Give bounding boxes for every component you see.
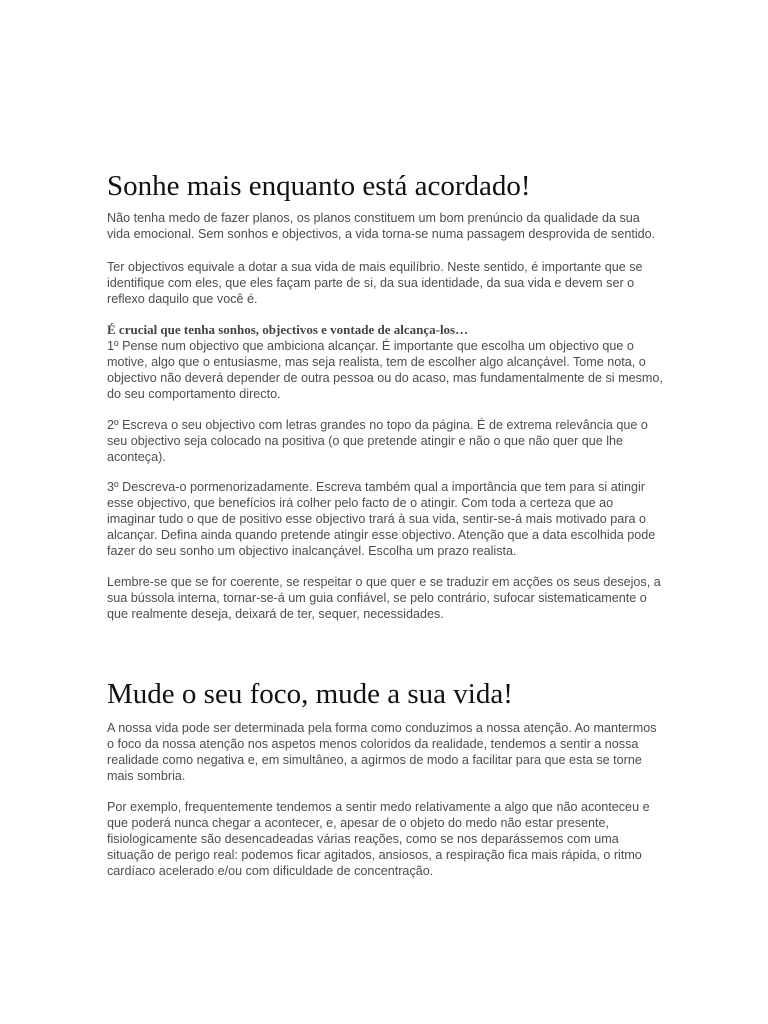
- text-line: objectivo não deverá depender de outra pessoa ou do acaso, mas fundamentalmente de si mesmo,: [107, 371, 663, 385]
- paragraph-fear-example: [107, 799, 650, 879]
- text-line: cardíaco acelerado e/ou com dificuldade de concentração.: [107, 864, 434, 878]
- text-line: sua bússola interna, tornar-se-á um guia confiável, se pelo contrário, sufocar sistematicamente o: [107, 591, 647, 605]
- text-line: vida emocional. Sem sonhos e objectivos, a vida torna-se numa passagem desprovida de sentido.: [107, 227, 656, 241]
- paragraph-attention: [107, 720, 657, 784]
- text-line: imaginar tudo o que de positivo esse objectivo trará à sua vida, sentir-se-á mais motivado para o: [107, 512, 647, 526]
- text-line: mais sombria.: [107, 769, 186, 783]
- text-line: Ter objectivos equivale a dotar a sua vida de mais equilíbrio. Neste sentido, é importante que se: [107, 260, 643, 274]
- text-line: situação de perigo real: podemos ficar agitados, ansiosos, a respiração fica mais rápida, o ritmo: [107, 848, 642, 862]
- text-line: fisiologicamente são desencadeadas várias reações, como se nos deparássemos com uma: [107, 832, 619, 846]
- text-line: 1º Pense num objectivo que ambiciona alcançar. É importante que escolha um objectivo que o: [107, 339, 634, 353]
- text-line: que poderá nunca chegar a acontecer, e, apesar de o objeto do medo não estar presente,: [107, 816, 610, 830]
- text-line: A nossa vida pode ser determinada pela forma como conduzimos a nossa atenção. Ao mantermos: [107, 721, 657, 735]
- text-line: seu objectivo seja colocado na positiva (o que pretende atingir e não o que não quer que lhe: [107, 434, 624, 448]
- paragraph-step-1: [107, 322, 663, 402]
- paragraph-coherence: [107, 574, 661, 622]
- text-line: do seu comportamento directo.: [107, 387, 281, 401]
- paragraph-plans: [107, 210, 655, 242]
- text-line: aconteça).: [107, 450, 166, 464]
- text-line: Lembre-se que se for coerente, se respeitar o que quer e se traduzir em acções os seus desejos, a: [107, 575, 661, 589]
- text-line: identifique com eles, que eles façam parte de si, da sua identidade, da sua vida e devem ser o: [107, 276, 635, 290]
- section-heading-focus: Mude o seu foco, mude a sua vida!: [107, 678, 513, 710]
- text-line: motive, algo que o entusiasme, mas seja realista, tem de escolher algo alcançável. Tome nota, o: [107, 355, 646, 369]
- paragraph-objectives-balance: [107, 259, 643, 307]
- bold-subheading: É crucial que tenha sonhos, objectivos e vontade de alcança-los…: [107, 322, 469, 337]
- paragraph-step-3: [107, 479, 655, 559]
- text-line: 3º Descreva-o pormenorizadamente. Escreva também qual a importância que tem para si atingir: [107, 480, 645, 494]
- text-line: realidade como negativa e, em simultâneo, a agirmos de modo a facilitar para que esta se torne: [107, 753, 642, 767]
- paragraph-step-2: [107, 417, 648, 465]
- text-line: Não tenha medo de fazer planos, os planos constituem um bom prenúncio da qualidade da sua: [107, 211, 640, 225]
- text-line: esse objectivo, que benefícios irá colher pelo facto de o atingir. Com toda a certeza que ao: [107, 496, 614, 510]
- text-line: alcançar. Defina ainda quando pretende atingir esse objectivo. Atenção que a data escolhida pode: [107, 528, 656, 542]
- text-line: 2º Escreva o seu objectivo com letras grandes no topo da página. É de extrema relevância que o: [107, 418, 648, 432]
- text-line: o foco da nossa atenção nos aspetos menos coloridos da realidade, tendemos a sentir a nossa: [107, 737, 639, 751]
- text-line: fazer do seu sonho um objectivo inalcançável. Escolha um prazo realista.: [107, 544, 517, 558]
- text-line: que realmente deseja, deixará de ter, sequer, necessidades.: [107, 607, 444, 621]
- section-heading-dream: Sonhe mais enquanto está acordado!: [107, 170, 531, 202]
- text-line: reflexo daquilo que você é.: [107, 292, 258, 306]
- text-line: Por exemplo, frequentemente tendemos a sentir medo relativamente a algo que não aconteceu e: [107, 800, 650, 814]
